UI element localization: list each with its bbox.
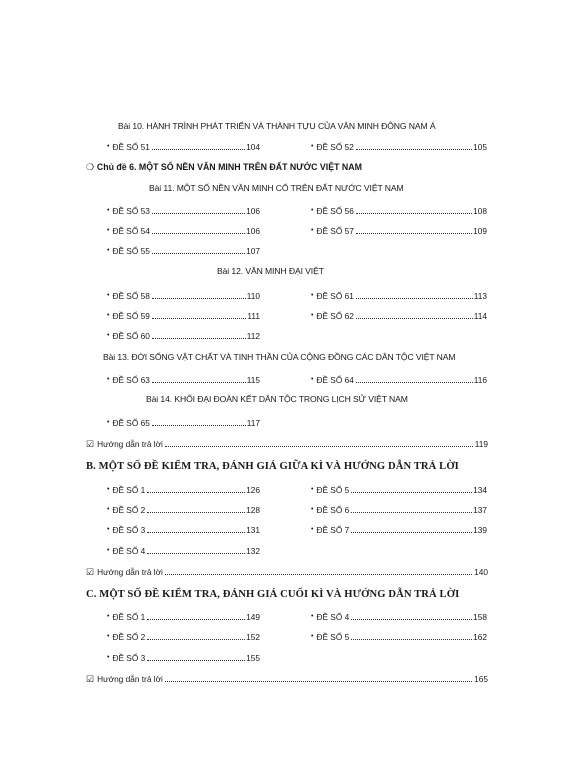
toc-entry[interactable] [311,310,487,321]
toc-entry[interactable] [107,504,260,515]
dot-leader [147,545,245,554]
bullet-icon: • [107,654,110,661]
dot-leader [147,524,245,533]
entry-page: 140 [474,567,488,577]
toc-entry[interactable] [311,141,487,152]
entry-label: ĐỀ SỐ 57 [316,226,354,236]
dot-leader [165,566,472,575]
entry-label: ĐỀ SỐ 7 [316,525,350,535]
entry-label: ĐỀ SỐ 60 [112,331,150,341]
dot-leader [147,652,245,661]
entry-page: 107 [246,246,260,256]
dot-leader [165,673,472,682]
checkbox-icon: ☑ [86,439,95,449]
entry-label: ĐỀ SỐ 6 [316,505,350,515]
toc-entry[interactable] [107,205,260,216]
dot-leader [351,484,472,493]
bullet-icon: • [311,292,314,299]
entry-page: 131 [246,525,260,535]
bullet-icon: • [311,143,314,150]
entry-page: 134 [473,485,487,495]
entry-label: ĐỀ SỐ 1 [112,612,146,622]
entry-label: ĐỀ SỐ 61 [316,291,354,301]
entry-page: 128 [246,505,260,515]
dot-leader [356,290,473,299]
dot-leader [356,141,472,150]
answer-guide-entry[interactable] [86,566,488,577]
toc-entry[interactable] [311,374,487,385]
entry-page: 149 [246,612,260,622]
toc-entry[interactable] [107,611,260,622]
circle-bullet-icon: ❍ [86,162,94,172]
answer-guide-entry[interactable] [86,673,488,684]
dot-leader [152,374,246,383]
entry-page: 137 [473,505,487,515]
bullet-icon: • [311,486,314,493]
bullet-icon: • [107,419,110,426]
answer-guide-entry[interactable] [86,438,488,449]
entry-page: 113 [473,291,487,301]
answer-guide-label: Hướng dẫn trả lời [97,439,163,449]
bullet-icon: • [107,332,110,339]
checkbox-icon: ☑ [86,674,95,684]
toc-entry[interactable] [311,225,487,236]
bullet-icon: • [107,526,110,533]
lesson-14-title: Bài 14. KHỐI ĐẠI ĐOÀN KẾT DÂN TỘC TRONG LỊCH SỬ VIỆT NAM [146,394,408,404]
dot-leader [351,504,472,513]
toc-entry[interactable] [107,417,260,428]
bullet-icon: • [311,613,314,620]
toc-entry[interactable] [311,631,487,642]
toc-entry[interactable] [107,524,260,535]
dot-leader [152,417,246,426]
dot-leader [152,141,245,150]
toc-entry[interactable] [107,310,260,321]
dot-leader [152,310,247,319]
entry-page: 162 [473,632,487,642]
toc-entry[interactable] [107,631,260,642]
toc-entry[interactable] [311,504,487,515]
entry-page: 109 [473,226,487,236]
toc-entry[interactable] [311,290,487,301]
toc-entry[interactable] [107,374,260,385]
entry-page: 108 [473,206,487,216]
section-b-heading[interactable]: B. MỘT SỐ ĐỀ KIỂM TRA, ĐÁNH GIÁ GIỮA KÌ VÀ HƯỚNG DẪN TRẢ LỜI [86,461,459,472]
dot-leader [356,225,472,234]
toc-entry[interactable] [107,330,260,341]
dot-leader [356,205,472,214]
bullet-icon: • [311,227,314,234]
entry-page: 112 [246,331,260,341]
toc-entry[interactable] [107,141,260,152]
entry-label: ĐỀ SỐ 62 [316,311,354,321]
entry-page: 158 [473,612,487,622]
dot-leader [147,504,245,513]
dot-leader [356,310,473,319]
entry-label: ĐỀ SỐ 65 [112,418,150,428]
bullet-icon: • [107,547,110,554]
entry-label: ĐỀ SỐ 4 [316,612,350,622]
toc-entry[interactable] [107,484,260,495]
bullet-icon: • [107,486,110,493]
bullet-icon: • [107,292,110,299]
entry-page: 106 [246,206,260,216]
entry-label: ĐỀ SỐ 1 [112,485,146,495]
entry-page: 132 [246,546,260,556]
lesson-11-title: Bài 11. MỘT SỐ NỀN VĂN MINH CỔ TRÊN ĐẤT NƯỚC VIỆT NAM [149,183,404,193]
topic-6-heading[interactable] [86,162,362,173]
entry-label: ĐỀ SỐ 53 [112,206,150,216]
entry-label: ĐỀ SỐ 2 [112,505,146,515]
entry-label: ĐỀ SỐ 5 [316,485,350,495]
entry-label: ĐỀ SỐ 3 [112,525,146,535]
entry-label: ĐỀ SỐ 63 [112,375,150,385]
entry-page: 119 [474,439,488,449]
dot-leader [152,225,245,234]
toc-entry[interactable] [107,290,260,301]
lesson-13-title: Bài 13. ĐỜI SỐNG VẬT CHẤT VÀ TINH THẦN CỦA CỘNG ĐỒNG CÁC DÂN TỘC VIỆT NAM [103,352,456,362]
entry-label: ĐỀ SỐ 64 [316,375,354,385]
entry-page: 117 [246,418,260,428]
entry-page: 106 [246,226,260,236]
bullet-icon: • [107,207,110,214]
dot-leader [152,330,246,339]
dot-leader [351,631,472,640]
bullet-icon: • [107,633,110,640]
dot-leader [147,611,245,620]
bullet-icon: • [311,506,314,513]
dot-leader [152,245,245,254]
bullet-icon: • [107,376,110,383]
entry-label: ĐỀ SỐ 56 [316,206,354,216]
lesson-12-title: Bài 12. VĂN MINH ĐẠI VIỆT [217,266,324,276]
toc-entry[interactable] [107,225,260,236]
answer-guide-label: Hướng dẫn trả lời [97,674,163,684]
lesson-10-title: Bài 10. HÀNH TRÌNH PHÁT TRIỂN VÀ THÀNH TỰU CỦA VĂN MINH ĐÔNG NAM Á [118,121,436,131]
checkbox-icon: ☑ [86,567,95,577]
dot-leader [152,290,246,299]
entry-page: 165 [474,674,488,684]
entry-label: ĐỀ SỐ 55 [112,246,150,256]
entry-label: ĐỀ SỐ 58 [112,291,150,301]
toc-entry[interactable] [107,652,260,663]
bullet-icon: • [311,207,314,214]
entry-label: ĐỀ SỐ 5 [316,632,350,642]
entry-label: ĐỀ SỐ 54 [112,226,150,236]
dot-leader [147,631,245,640]
bullet-icon: • [107,613,110,620]
entry-page: 105 [473,142,487,152]
dot-leader [152,205,245,214]
dot-leader [165,438,473,447]
entry-page: 152 [246,632,260,642]
entry-label: ĐỀ SỐ 59 [112,311,150,321]
bullet-icon: • [107,312,110,319]
entry-page: 155 [246,653,260,663]
answer-guide-label: Hướng dẫn trả lời [97,567,163,577]
entry-page: 114 [473,311,487,321]
entry-page: 126 [246,485,260,495]
topic-6-title: Chủ đề 6. MỘT SỐ NỀN VĂN MINH TRÊN ĐẤT NƯỚC VIỆT NAM [96,162,362,172]
entry-page: 104 [246,142,260,152]
entry-label: ĐỀ SỐ 4 [112,546,146,556]
dot-leader [351,611,472,620]
entry-label: ĐỀ SỐ 3 [112,653,146,663]
bullet-icon: • [311,633,314,640]
bullet-icon: • [107,143,110,150]
bullet-icon: • [311,376,314,383]
bullet-icon: • [311,312,314,319]
entry-label: ĐỀ SỐ 2 [112,632,146,642]
toc-entry[interactable] [311,484,487,495]
toc-entry[interactable] [311,524,487,535]
toc-entry[interactable] [311,205,487,216]
dot-leader [351,524,472,533]
bullet-icon: • [107,227,110,234]
toc-entry[interactable] [107,245,260,256]
section-c-heading[interactable]: C. MỘT SỐ ĐỀ KIỂM TRA, ĐÁNH GIÁ CUỐI KÌ VÀ HƯỚNG DẪN TRẢ LỜI [86,589,460,600]
entry-label: ĐỀ SỐ 52 [316,142,354,152]
entry-page: 110 [246,291,260,301]
toc-entry[interactable] [107,545,260,556]
dot-leader [356,374,473,383]
bullet-icon: • [311,526,314,533]
toc-entry[interactable] [311,611,487,622]
entry-page: 115 [246,375,260,385]
entry-label: ĐỀ SỐ 51 [112,142,150,152]
bullet-icon: • [107,247,110,254]
bullet-icon: • [107,506,110,513]
dot-leader [147,484,245,493]
entry-page: 116 [473,375,487,385]
entry-page: 139 [473,525,487,535]
entry-page: 111 [247,311,260,321]
